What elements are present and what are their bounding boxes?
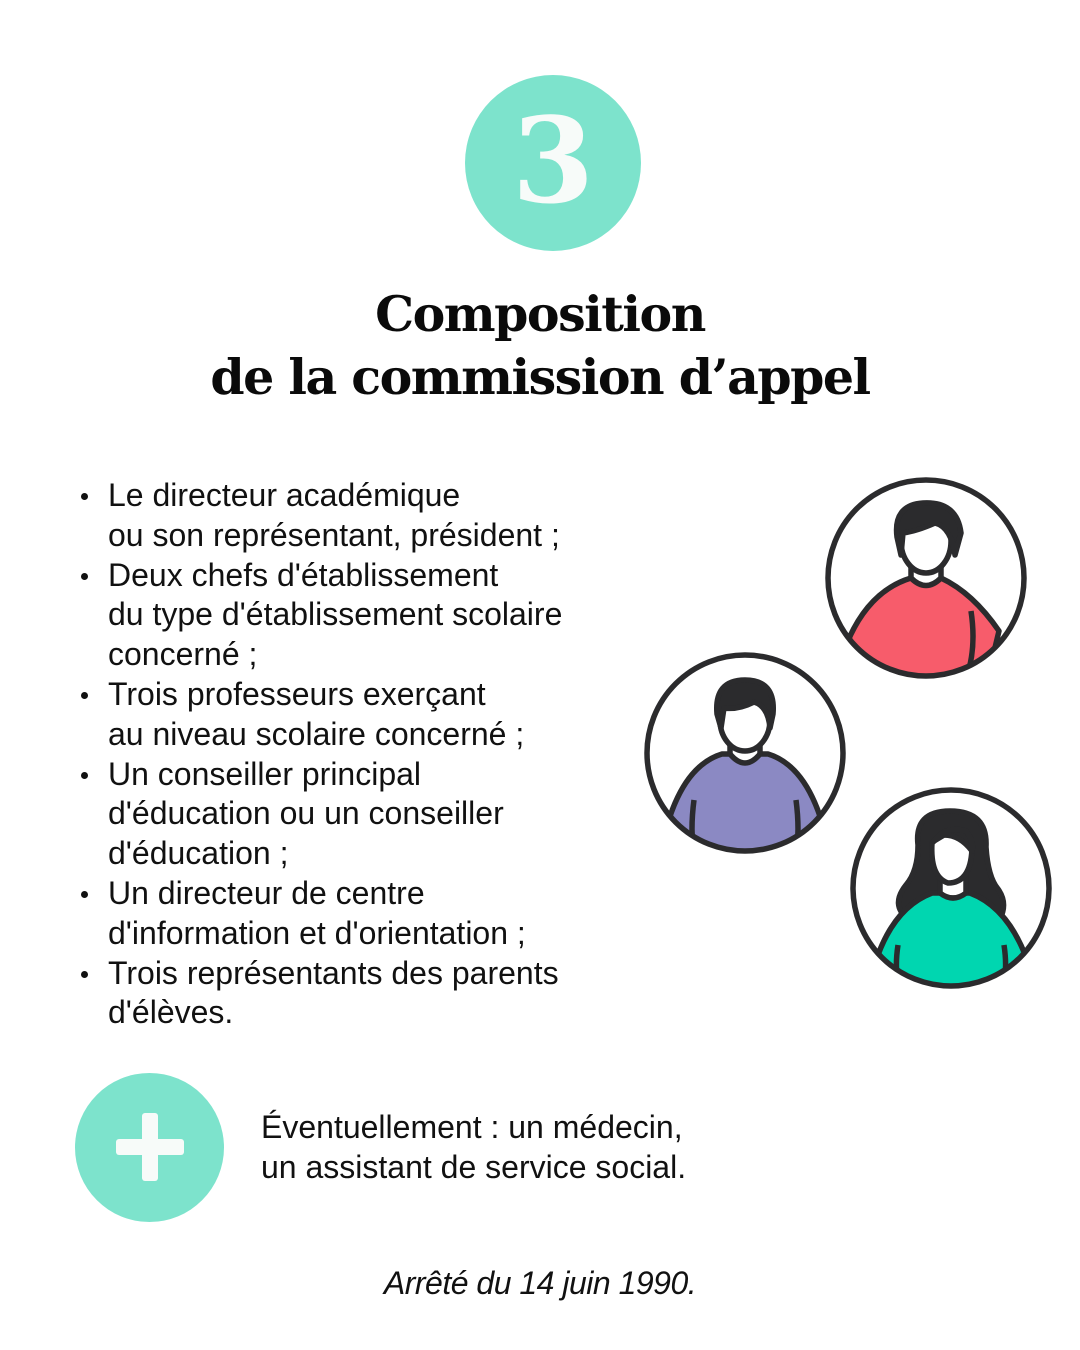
list-item-line: Trois représentants des parents	[108, 954, 559, 991]
list-item-line: d'information et d'orientation ;	[108, 914, 526, 951]
list-item-line: d'éducation ;	[108, 835, 289, 872]
woman-avatar-icon-graphic	[848, 785, 1054, 991]
list-item-line: d'élèves.	[108, 994, 234, 1031]
list-item-line: Un directeur de centre	[108, 874, 425, 911]
list-item	[70, 675, 670, 755]
list-item-line: Trois professeurs exerçant	[108, 675, 486, 712]
optional-members-note	[261, 1107, 686, 1187]
list-item	[70, 954, 670, 1034]
list-item-line: Deux chefs d'établissement	[108, 556, 499, 593]
member-list	[70, 476, 670, 1033]
optional-note-line-2: un assistant de service social.	[261, 1149, 687, 1185]
step-number: 3	[511, 91, 595, 230]
list-item	[70, 755, 670, 874]
woman-avatar-icon	[848, 785, 1054, 991]
list-item-line: d'éducation ou un conseiller	[108, 795, 504, 832]
page-title	[0, 283, 1080, 409]
man-avatar-icon-graphic	[642, 650, 848, 856]
plus-icon	[75, 1073, 224, 1222]
list-item-line: du type d'établissement scolaire	[108, 596, 563, 633]
page-title-line-1: Composition	[375, 285, 705, 343]
man-avatar-icon-graphic	[823, 475, 1029, 681]
list-item-line: au niveau scolaire concerné ;	[108, 715, 525, 752]
page-title-line-2: de la commission d’appel	[210, 348, 870, 406]
man-avatar-icon	[823, 475, 1029, 681]
list-item-line: concerné ;	[108, 636, 258, 673]
list-item	[70, 874, 670, 954]
list-item	[70, 556, 670, 675]
list-item-line: Le directeur académique	[108, 477, 461, 513]
list-item	[70, 476, 670, 556]
legal-source-note: Arrêté du 14 juin 1990.	[383, 1265, 697, 1301]
step-number-badge	[465, 75, 641, 251]
list-item-line: Un conseiller principal	[108, 755, 422, 792]
man-avatar-icon	[642, 650, 848, 856]
optional-note-line-1: Éventuellement : un médecin,	[261, 1109, 683, 1145]
list-item-line: ou son représentant, président ;	[108, 516, 560, 553]
